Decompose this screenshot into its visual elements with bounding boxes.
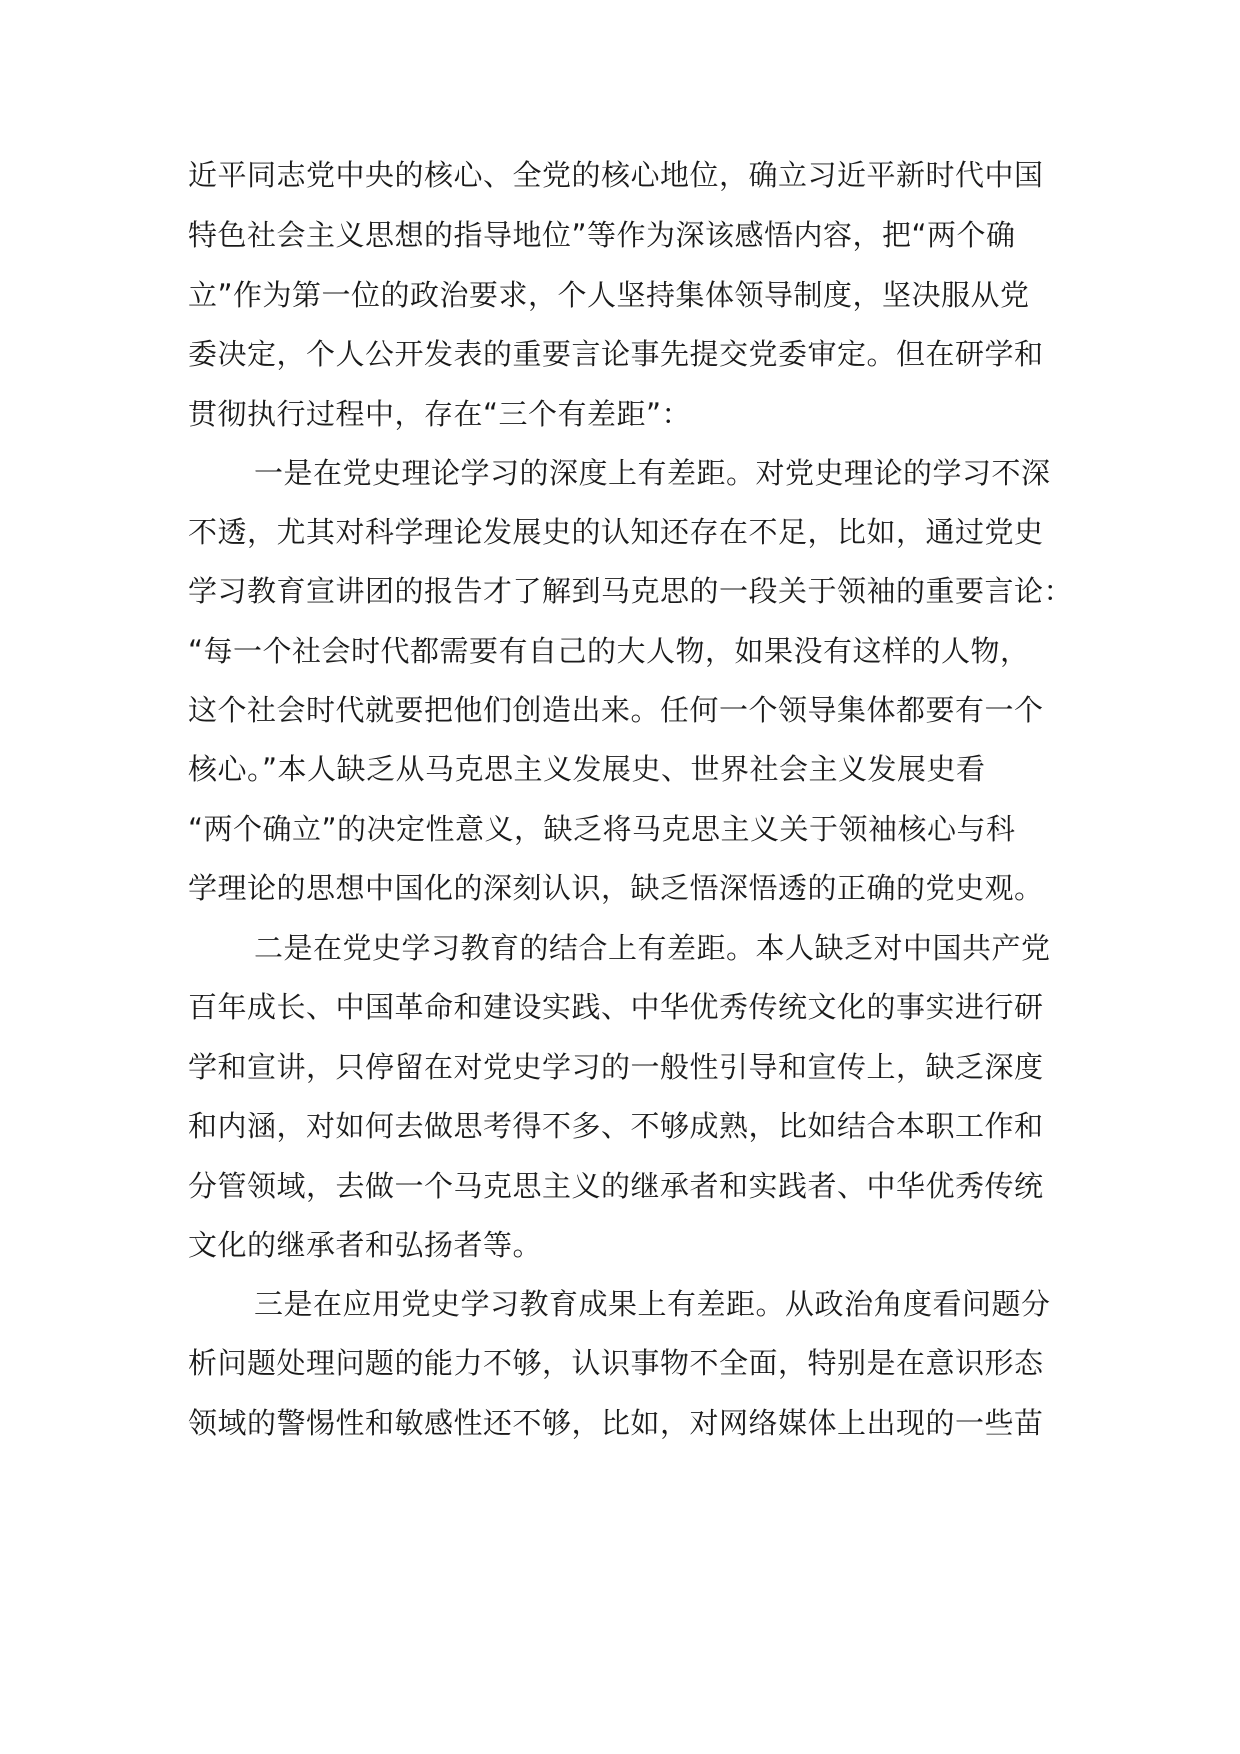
text-line: 不透，尤其对科学理论发展史的认知还存在不足，比如，通过党史	[188, 515, 1044, 549]
text-line: 百年成长、中国革命和建设实践、中华优秀传统文化的事实进行研	[188, 990, 1044, 1024]
text-line: 核心。”本人缺乏从马克思主义发展史、世界社会主义发展史看	[188, 752, 986, 786]
paragraph-first-line: 三是在应用党史学习教育成果上有差距。从政治角度看问题分	[254, 1287, 1051, 1321]
text-line: 和内涵，对如何去做思考得不多、不够成熟，比如结合本职工作和	[188, 1109, 1044, 1143]
paragraph-first-line: 一是在党史理论学习的深度上有差距。对党史理论的学习不深	[254, 456, 1051, 490]
text-line: 这个社会时代就要把他们创造出来。任何一个领导集体都要有一个	[188, 693, 1044, 727]
text-line: 文化的继承者和弘扬者等。	[188, 1228, 543, 1262]
text-line: “每一个社会时代都需要有自己的大人物，如果没有这样的人物，	[188, 634, 1030, 668]
text-line: “两个确立”的决定性意义，缺乏将马克思主义关于领袖核心与科	[188, 812, 1016, 846]
text-line: 委决定，个人公开发表的重要言论事先提交党委审定。但在研学和	[188, 337, 1044, 371]
text-line: 立”作为第一位的政治要求，个人坚持集体领导制度，坚决服从党	[188, 278, 1030, 312]
text-line: 学理论的思想中国化的深刻认识，缺乏悟深悟透的正确的党史观。	[188, 871, 1044, 905]
text-line: 特色社会主义思想的指导地位”等作为深该感悟内容，把“两个确	[188, 218, 1016, 252]
text-line: 分管领域，去做一个马克思主义的继承者和实践者、中华优秀传统	[188, 1169, 1044, 1203]
text-line: 析问题处理问题的能力不够，认识事物不全面，特别是在意识形态	[188, 1346, 1044, 1380]
text-line: 学和宣讲，只停留在对党史学习的一般性引导和宣传上，缺乏深度	[188, 1050, 1044, 1084]
text-line: 学习教育宣讲团的报告才了解到马克思的一段关于领袖的重要言论：	[188, 574, 1074, 608]
paragraph-first-line: 二是在党史学习教育的结合上有差距。本人缺乏对中国共产党	[254, 931, 1051, 965]
text-line: 领域的警惕性和敏感性还不够，比如，对网络媒体上出现的一些苗	[188, 1406, 1044, 1440]
text-line: 贯彻执行过程中，存在“三个有差距”：	[188, 397, 692, 431]
text-line: 近平同志党中央的核心、全党的核心地位，确立习近平新时代中国	[188, 158, 1044, 192]
